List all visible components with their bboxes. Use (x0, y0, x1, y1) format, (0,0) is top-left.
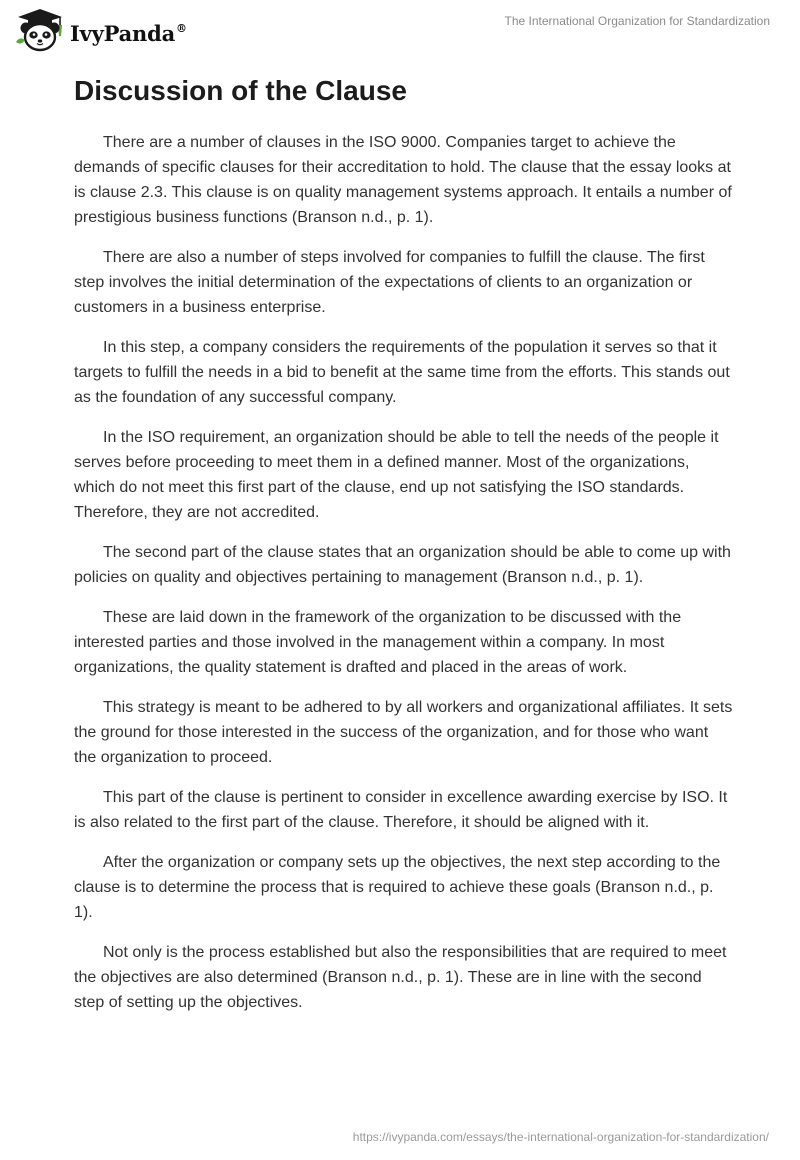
paragraph: The second part of the clause states that an organization should be able to come up with policies on quality and objectives pertaining to management (Branson n.d., p. 1). (74, 544, 731, 586)
page-header (0, 0, 800, 60)
brand-name: IvyPanda® (70, 20, 187, 46)
source-url-link[interactable]: https://ivypanda.com/essays/the-international-organization-for-standardization/ (352, 1130, 769, 1144)
paragraph: In the ISO requirement, an organization should be able to tell the needs of the people it serves before proceeding to meet them in a defined manner. Most of the organizations, which do not meet this first part of the clause, end up not satisfying the ISO standards. Therefore, they are not accredited. (74, 429, 719, 521)
paragraph: This part of the clause is pertinent to consider in excellence awarding exercise by ISO. It is also related to the first part of the clause. Therefore, it should be aligned with it. (74, 789, 728, 831)
article-body (74, 74, 734, 1030)
paragraph: These are laid down in the framework of the organization to be discussed with the interested parties and those involved in the management within a company. In most organizations, the quality statement is drafted and placed in the areas of work. (74, 609, 682, 676)
ivypanda-logo[interactable] (14, 8, 187, 54)
panda-graduate-icon (14, 8, 66, 54)
paragraph: There are also a number of steps involved for companies to fulfill the clause. The first step involves the initial determination of the expectations of clients to an organization or customers in a business enterprise. (74, 249, 705, 316)
paragraph: In this step, a company considers the requirements of the population it serves so that it targets to fulfill the needs in a bid to benefit at the same time from the efforts. This stands out as the foundation of any successful company. (74, 339, 730, 406)
paragraph: After the organization or company sets up the objectives, the next step according to the clause is to determine the process that is required to achieve these goals (Branson n.d., p. 1). (74, 854, 721, 921)
paragraph: Not only is the process established but also the responsibilities that are required to meet the objectives are also determined (Branson n.d., p. 1). These are in line with the second step of setting up the objectives. (74, 944, 727, 1011)
document-title: The International Organization for Standardization (504, 14, 770, 28)
paragraph: This strategy is meant to be adhered to by all workers and organizational affiliates. It sets the ground for those interested in the success of the organization, and for those who want the organization to proceed. (74, 699, 733, 766)
section-heading: Discussion of the Clause (74, 75, 407, 106)
paragraph: There are a number of clauses in the ISO 9000. Companies target to achieve the demands of specific clauses for their accreditation to hold. The clause that the essay looks at is clause 2.3. This clause is on quality management systems approach. It entails a number of prestigious business functions (Branson n.d., p. 1). (74, 134, 732, 226)
